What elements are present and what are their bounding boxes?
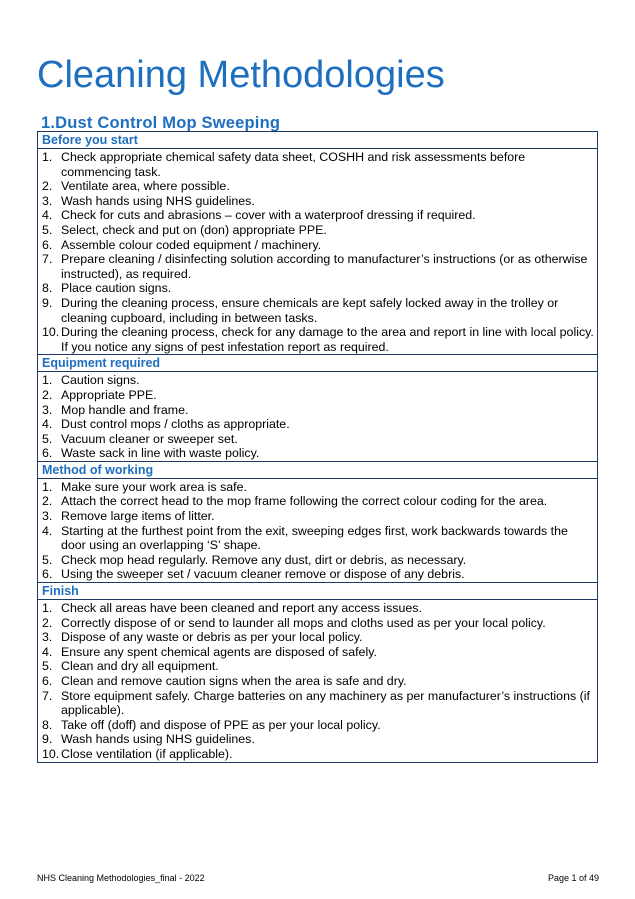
list-text: Check appropriate chemical safety data sheet, COSHH and risk assessments before commencing task. (61, 150, 526, 179)
list-text: Dispose of any waste or debris as per your local policy. (61, 630, 363, 645)
equipment-required-list (38, 372, 597, 461)
list-item (42, 747, 595, 762)
list-number: 6. (42, 446, 53, 461)
list-text: Wash hands using NHS guidelines. (61, 193, 255, 208)
list-text: Clean and remove caution signs when the area is safe and dry. (61, 674, 407, 688)
footer-document-name: NHS Cleaning Methodologies_final - 2022 (37, 873, 205, 883)
list-number: 9. (42, 732, 53, 747)
list-number: 9. (42, 295, 53, 310)
list-number: 3. (42, 630, 53, 645)
list-item (42, 601, 595, 616)
list-number: 1. (42, 601, 53, 616)
list-number: 6. (42, 237, 53, 252)
list-item (42, 194, 595, 209)
list-text: Appropriate PPE. (61, 387, 157, 402)
section-heading-finish: Finish (38, 582, 597, 600)
list-text: Take off (doff) and dispose of PPE as per your local policy. (61, 717, 381, 732)
list-text: During the cleaning process, ensure chemicals are kept safely locked away in the trolley or cleaning cupboard, including in between tasks. (61, 295, 559, 325)
list-text: Ventilate area, where possible. (61, 179, 230, 194)
list-item (42, 480, 595, 495)
list-number: 10. (42, 325, 60, 340)
list-text: Select, check and put on (don) appropriate PPE. (61, 222, 327, 237)
list-item (42, 689, 595, 718)
list-text: Check all areas have been cleaned and report any access issues. (61, 601, 422, 616)
list-text: Vacuum cleaner or sweeper set. (61, 431, 238, 446)
list-number: 1. (42, 479, 53, 494)
list-number: 4. (42, 208, 53, 223)
section-heading-method-of-working: Method of working (38, 461, 597, 479)
list-text: Wash hands using NHS guidelines. (61, 732, 255, 747)
list-number: 2. (42, 494, 53, 509)
list-text: Prepare cleaning / disinfecting solution according to manufacturer’s instructions (or as otherwise instructed), as required. (61, 252, 588, 281)
list-item (42, 509, 595, 524)
list-text: Starting at the furthest point from the exit, sweeping edges first, work backwards towards the door using an overlapping ‘S’ shape. (61, 523, 568, 553)
method-of-working-list (38, 479, 597, 582)
list-item (42, 524, 595, 553)
list-number: 6. (42, 567, 53, 582)
list-number: 8. (42, 717, 53, 732)
list-text: Using the sweeper set / vacuum cleaner remove or dispose of any debris. (61, 567, 465, 582)
list-number: 6. (42, 674, 53, 688)
list-text: Waste sack in line with waste policy. (61, 446, 260, 461)
list-number: 3. (42, 509, 53, 524)
list-item (42, 630, 595, 645)
list-text: Check for cuts and abrasions – cover with a waterproof dressing if required. (61, 208, 476, 223)
list-number: 7. (42, 252, 53, 267)
list-text: Assemble colour coded equipment / machinery. (61, 237, 322, 252)
list-text: Caution signs. (61, 373, 140, 388)
list-item (42, 432, 595, 447)
list-text: Ensure any spent chemical agents are disposed of safely. (61, 644, 377, 659)
list-number: 3. (42, 193, 53, 208)
list-item (42, 252, 595, 281)
list-item (42, 208, 595, 223)
list-number: 5. (42, 222, 53, 237)
list-item (42, 553, 595, 568)
list-number: 2. (42, 387, 53, 402)
list-item (42, 403, 595, 418)
section-heading-equipment-required: Equipment required (38, 354, 597, 372)
list-text: During the cleaning process, check for any damage to the area and report in line with local policy. If you notice any signs of pest infestation report as required. (61, 325, 594, 354)
finish-list (38, 600, 597, 762)
list-number: 2. (42, 615, 53, 630)
list-item (42, 659, 595, 674)
list-item (42, 567, 595, 582)
list-item (42, 616, 595, 631)
list-item (42, 373, 595, 388)
list-item (42, 296, 595, 325)
list-number: 5. (42, 552, 53, 567)
list-number: 10. (42, 746, 60, 761)
list-item (42, 674, 595, 689)
section-title: 1.Dust Control Mop Sweeping (41, 114, 281, 132)
list-item (42, 179, 595, 194)
list-number: 8. (42, 281, 53, 296)
list-item (42, 732, 595, 747)
list-number: 2. (42, 179, 53, 194)
list-item (42, 494, 595, 509)
list-number: 5. (42, 659, 53, 674)
list-number: 1. (42, 150, 53, 164)
list-number: 5. (42, 431, 53, 446)
list-text: Check mop head regularly. Remove any dust, dirt or debris, as necessary. (61, 552, 467, 567)
section-heading-before-you-start: Before you start (38, 132, 597, 149)
list-number: 4. (42, 644, 53, 659)
list-number: 4. (42, 417, 53, 432)
page-title: Cleaning Methodologies (37, 54, 445, 96)
list-item (42, 223, 595, 238)
list-item (42, 388, 595, 403)
list-text: Attach the correct head to the mop frame following the correct colour coding for the area. (61, 494, 548, 509)
list-text: Clean and dry all equipment. (61, 659, 219, 674)
methodology-table (37, 131, 598, 763)
list-text: Store equipment safely. Charge batteries on any machinery as per manufacturer’s instructions (if applicable). (61, 688, 590, 718)
list-item (42, 718, 595, 733)
list-text: Remove large items of litter. (61, 509, 215, 524)
list-number: 1. (42, 373, 53, 388)
list-number: 4. (42, 523, 53, 538)
list-text: Place caution signs. (61, 281, 172, 296)
footer-page-number: Page 1 of 49 (547, 873, 599, 883)
list-number: 3. (42, 402, 53, 417)
list-number: 7. (42, 688, 53, 703)
list-item (42, 417, 595, 432)
list-item (42, 645, 595, 660)
list-item (42, 446, 595, 461)
list-text: Mop handle and frame. (61, 402, 189, 417)
list-text: Correctly dispose of or send to launder all mops and cloths used as per your local policy. (61, 615, 546, 630)
list-item (42, 325, 595, 354)
before-you-start-list (38, 149, 597, 354)
list-item (42, 150, 595, 179)
list-text: Make sure your work area is safe. (61, 479, 247, 494)
list-item (42, 281, 595, 296)
list-item (42, 238, 595, 253)
list-text: Dust control mops / cloths as appropriate. (61, 417, 290, 432)
list-text: Close ventilation (if applicable). (61, 746, 233, 761)
